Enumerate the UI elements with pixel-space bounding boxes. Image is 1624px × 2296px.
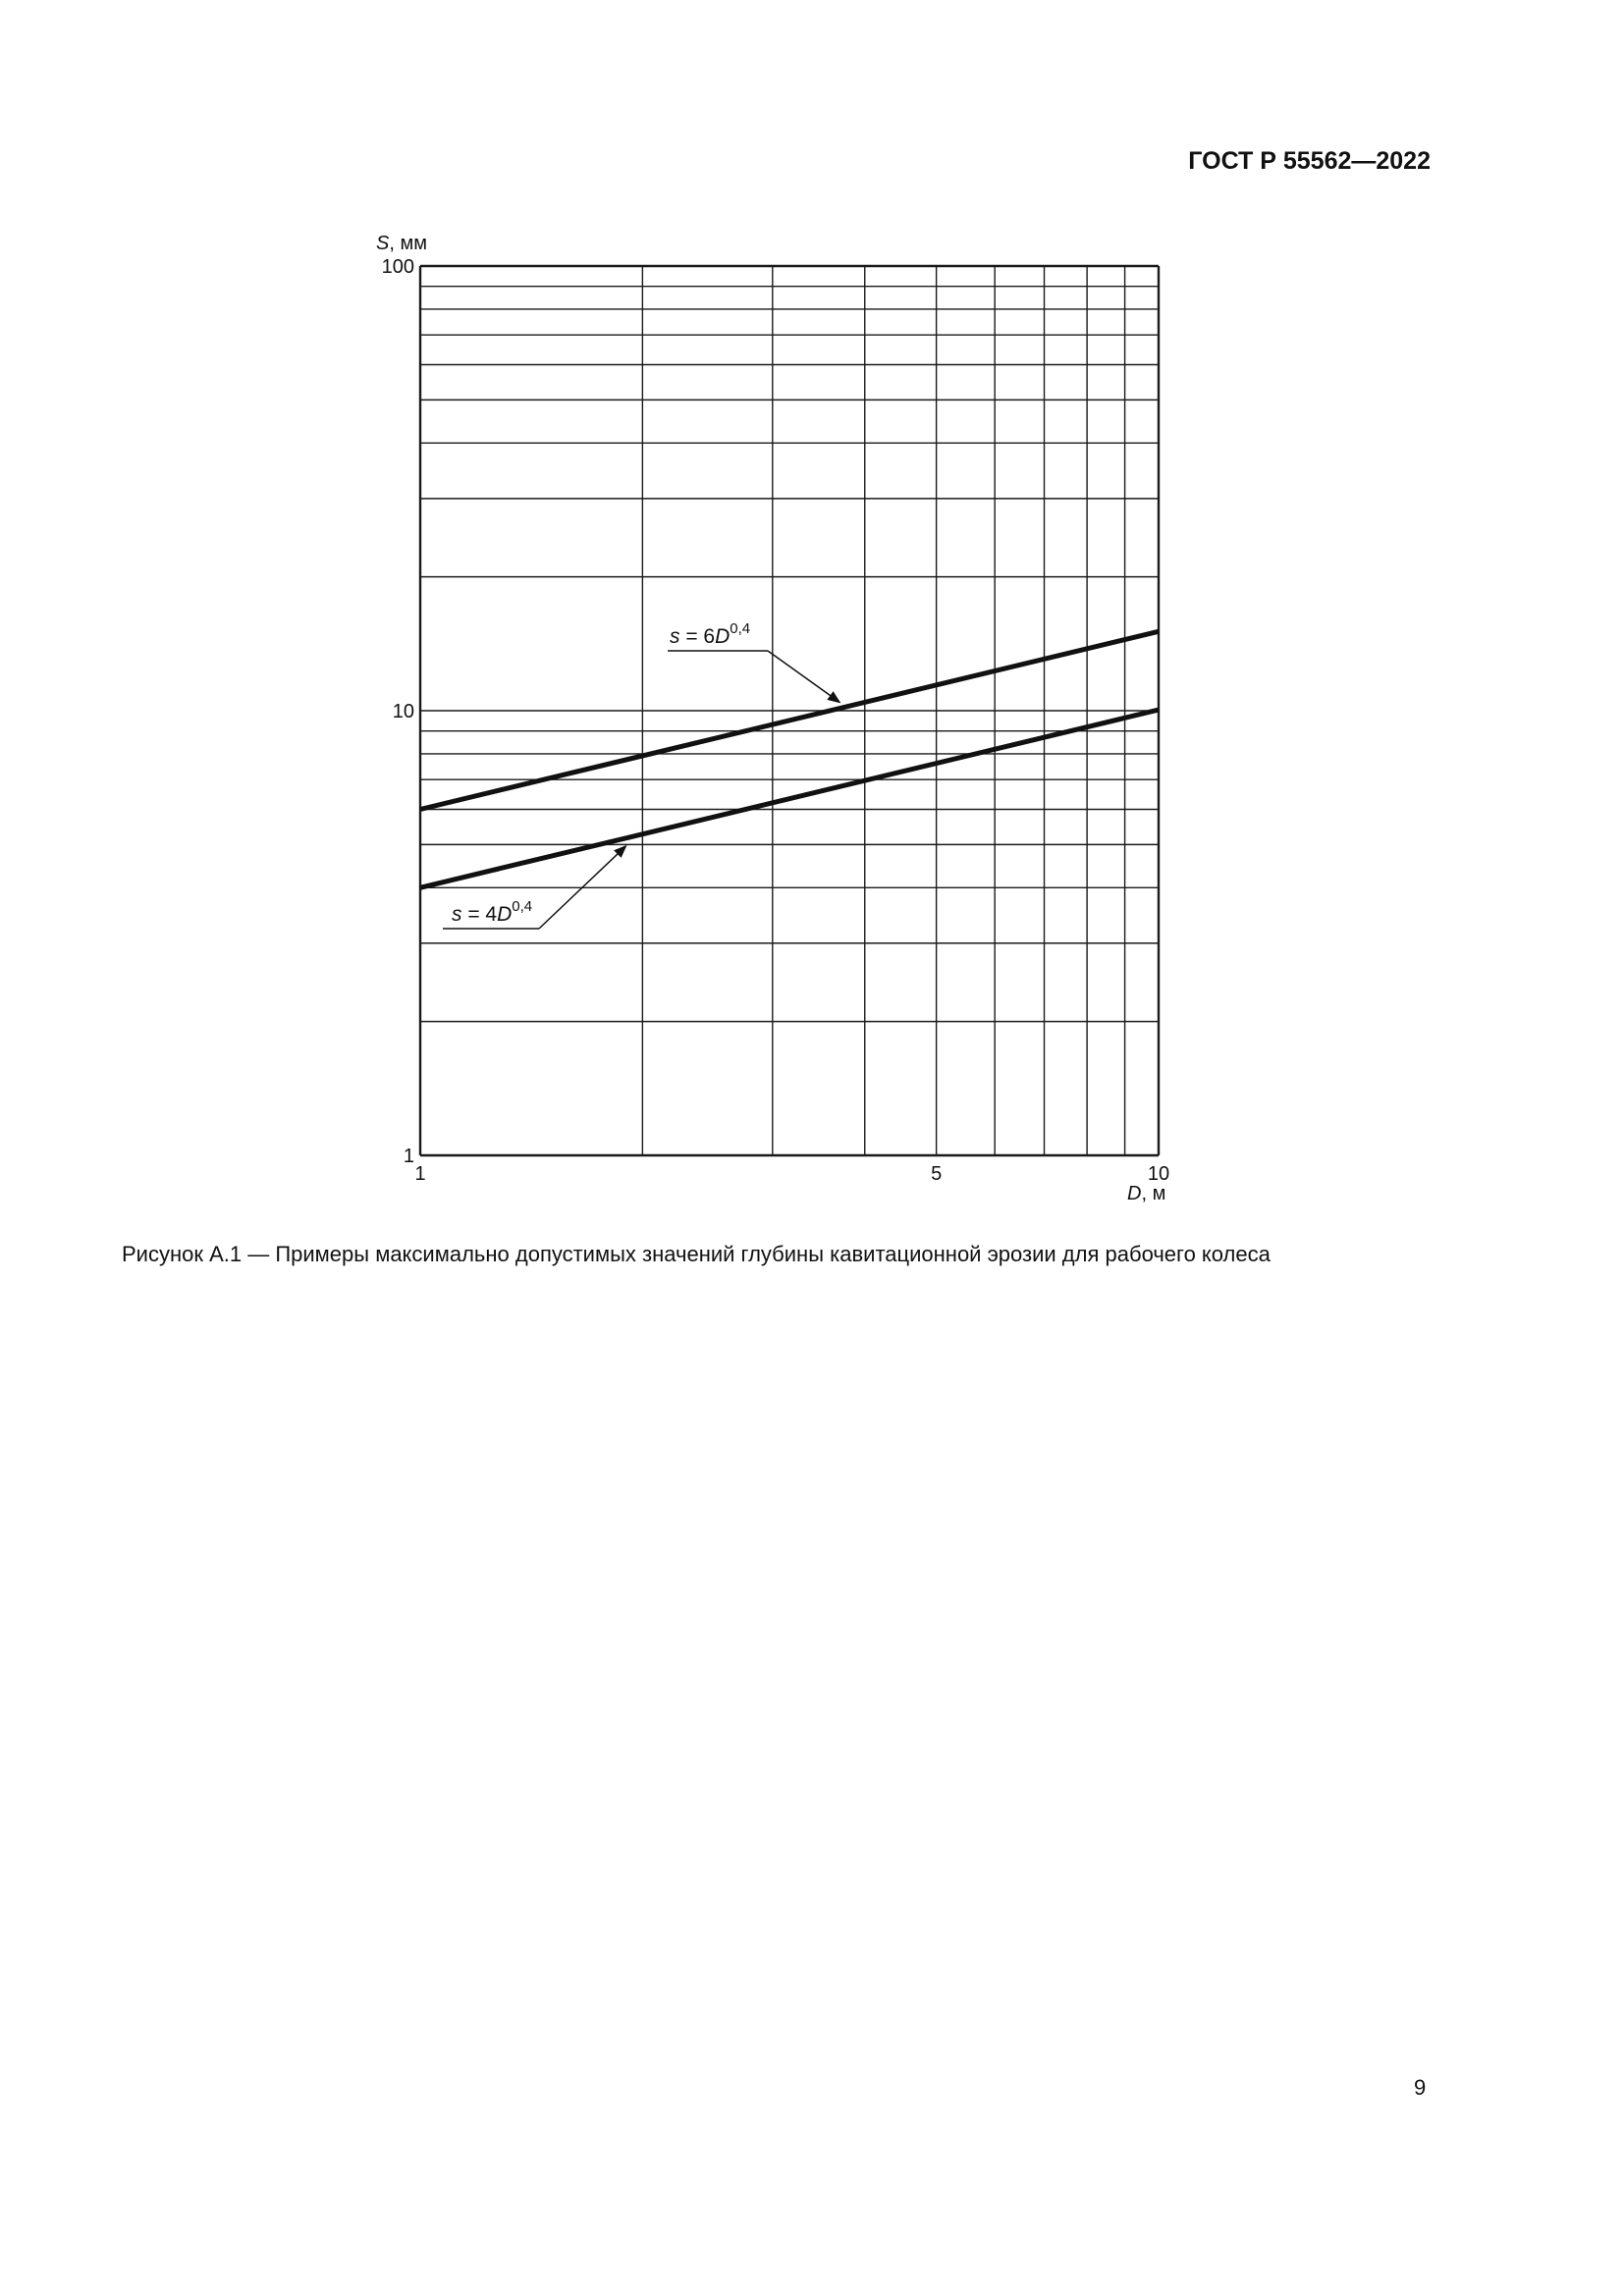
series-line-1 xyxy=(420,631,1159,809)
chart-grid xyxy=(420,266,1159,1155)
y-tick-label-1: 1 xyxy=(403,1146,414,1167)
series-1-leader-arrow xyxy=(768,651,839,703)
series-label-6d xyxy=(670,620,750,648)
series-label-4d-eq: = 4 xyxy=(461,903,498,926)
y-axis-unit: , мм xyxy=(389,233,427,254)
series-label-4d-d: D xyxy=(497,903,513,926)
series-label-4d-exp: 0,4 xyxy=(512,898,533,915)
series-label-6d-s: s xyxy=(670,625,680,648)
series-line-2 xyxy=(420,710,1159,887)
y-axis-symbol: S xyxy=(376,233,390,254)
x-axis-symbol: D xyxy=(1127,1183,1142,1204)
x-tick-label-2: 5 xyxy=(931,1163,943,1185)
y-tick-label-2: 10 xyxy=(392,701,414,722)
y-axis-label xyxy=(376,233,427,254)
series-label-6d-d: D xyxy=(715,625,731,648)
y-tick-label-3: 100 xyxy=(381,256,414,278)
figure-caption: Рисунок А.1 — Примеры максимально допустимых значений глубины кавитационной эрозии для рабочего колеса xyxy=(122,1242,1271,1266)
page-number: 9 xyxy=(1414,2075,1427,2100)
x-tick-label-1: 1 xyxy=(414,1163,426,1185)
series-label-6d-exp: 0,4 xyxy=(730,620,751,637)
x-tick-label-3: 10 xyxy=(1147,1163,1170,1185)
series-label-4d-s: s xyxy=(452,903,462,926)
chart-series xyxy=(420,631,1159,887)
x-axis-label xyxy=(1127,1183,1165,1204)
x-axis-unit: , м xyxy=(1141,1183,1166,1204)
document-id-header: ГОСТ Р 55562—2022 xyxy=(1188,147,1431,175)
chart-tick-labels xyxy=(382,256,1170,1185)
series-label-6d-eq: = 6 xyxy=(679,625,716,648)
series-label-4d xyxy=(452,898,532,926)
